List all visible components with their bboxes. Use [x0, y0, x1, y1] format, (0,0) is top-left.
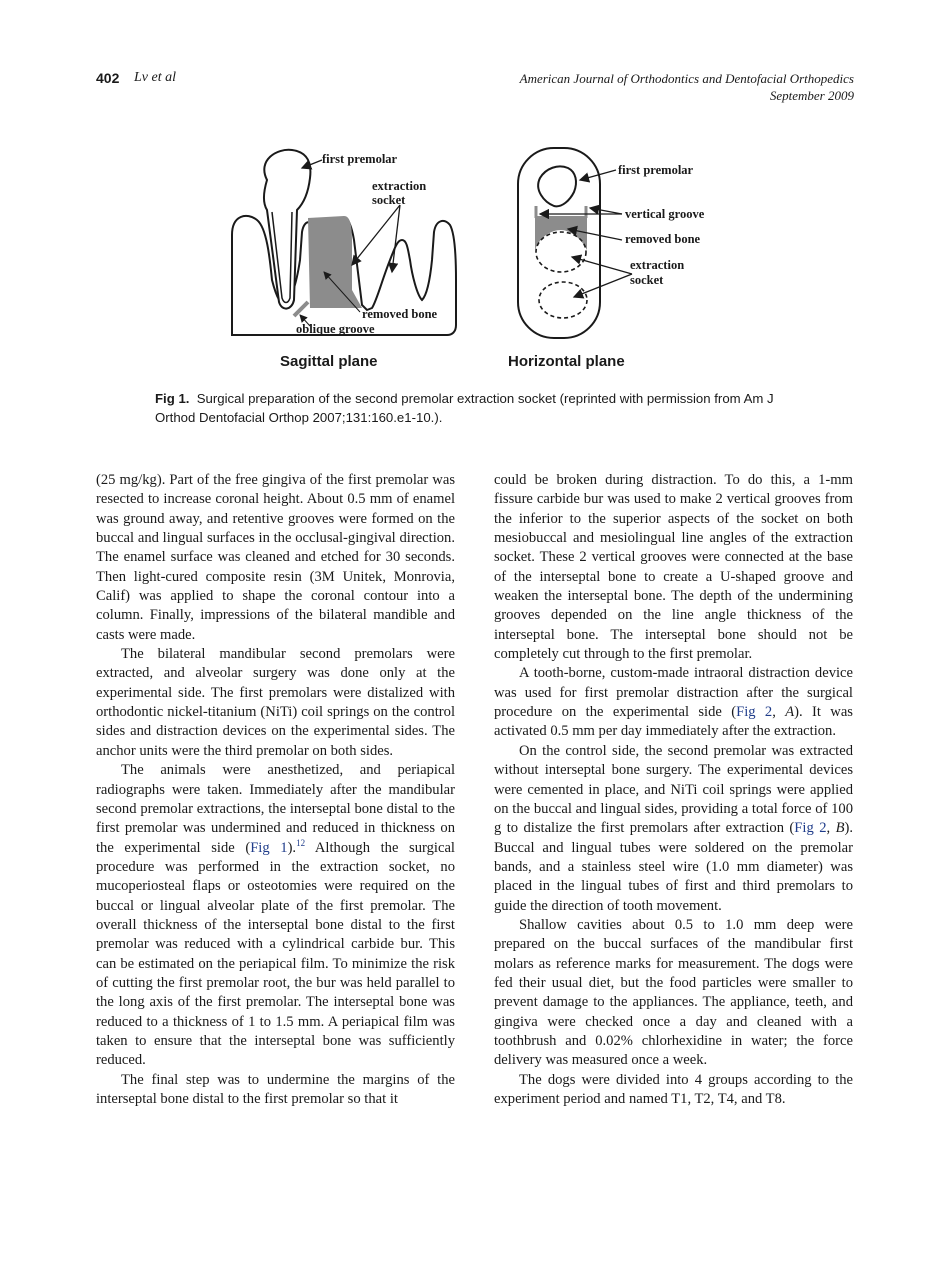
- label-vertical-groove: vertical groove: [625, 207, 705, 221]
- paragraph: The final step was to undermine the margins of the interseptal bone distal to the first premolar so that it: [96, 1071, 455, 1107]
- extraction-socket-lower: [539, 282, 587, 318]
- label-first-premolar-sagittal: first premolar: [322, 152, 398, 166]
- paragraph: Shallow cavities about 0.5 to 1.0 mm deep were prepared on the buccal surfaces of the mandibular first molars as reference marks for measurement. The dogs were fed their usual diet, but the food particles were smaller to prevent damage to the appliances. The appliance, teeth, and gingiva were checked once a day and cleaned with a toothbrush and 0.02% chlorhexidine in water; the force delivery was measured once a week.: [494, 916, 853, 1069]
- fig-2-link[interactable]: Fig 2: [794, 820, 827, 837]
- label-first-premolar-horizontal: first premolar: [618, 163, 694, 177]
- paragraph: The animals were anesthetized, and periapical radiographs were taken. Immediately after the mandibular second premolar extractions, the interseptal bone distal to the first premolar was undermined and reduced in thickness on the experimental side (Fig 1).$^{12}$ Although the surgical procedure was performed in the extraction socket, no mucoperiosteal flaps or osteotomies were required on the buccal or lingual alveolar plate of the first premolar. The overall thickness of the interseptal bone distal to the first premolar was reduced with a cylindrical carbide bur. This can be estimated on the periapical film. To minimize the risk of cutting the first premolar root, the bur was held parallel to the long axis of the first premolar. The interseptal bone was reduced to a thickness of 1 to 1.5 mm. A periapical film was taken to ensure that the interseptal bone was sufficiently reduced.: [96, 762, 455, 1069]
- label-extraction-horizontal: extraction: [630, 258, 685, 272]
- fig-2-link[interactable]: Fig 2: [736, 704, 773, 721]
- label-oblique-groove: oblique groove: [296, 322, 375, 336]
- horizontal-plane-label: Horizontal plane: [508, 353, 625, 370]
- issue-date: September 2009: [769, 88, 854, 103]
- first-premolar-horizontal: [538, 166, 576, 206]
- figure-caption: [155, 389, 815, 427]
- removed-bone-horizontal: [535, 216, 587, 250]
- label-removed-bone-sagittal: removed bone: [362, 307, 438, 321]
- paragraph: On the control side, the second premolar was extracted without interseptal bone surgery. The experimental devices were cemented in place, and NiTi coil springs were applied on the buccal and lingual sides, providing a total force of 100 g to distalize the first premolars after extraction (Fig 2, B). Buccal and lingual tubes were soldered on the premolar bands, and a stainless steel wire (1.0 mm diameter) was placed in the lingual tubes of first and third premolars to guide the direction of tooth movement.: [494, 742, 854, 914]
- fig-1-link[interactable]: Fig 1: [250, 839, 288, 856]
- figure-1: [222, 140, 742, 375]
- reference-12-link[interactable]: 12: [296, 837, 306, 848]
- panel-letter: B: [835, 820, 845, 837]
- caption-text: Surgical preparation of the second premolar extraction socket (reprinted with permission from Am J Orthod Dentofacial Orthop 2007;131:160.e1-10.).: [155, 391, 774, 425]
- journal-info: [520, 70, 854, 104]
- horizontal-diagram: [508, 148, 705, 370]
- oblique-groove: [294, 302, 308, 316]
- label-removed-bone-horizontal: removed bone: [625, 232, 701, 246]
- paragraph: A tooth-borne, custom-made intraoral distraction device was used for first premolar distraction after the surgical procedure on the experimental side (Fig 2, A). It was activated 0.5 mm per day immediately after the extraction.: [494, 665, 853, 740]
- right-column: [494, 471, 853, 1109]
- panel-letter: A: [785, 704, 795, 721]
- left-column: [96, 471, 455, 1109]
- running-header: [96, 70, 854, 110]
- label-extraction-sagittal: extraction: [372, 179, 427, 193]
- label-socket-sagittal: socket: [372, 193, 406, 207]
- journal-title: American Journal of Orthodontics and Dentofacial Orthopedics: [519, 71, 854, 86]
- paragraph: could be broken during distraction. To do this, a 1-mm fissure carbide bur was used to make 2 vertical grooves from the inferior to the superior aspects of the socket on both mesiobuccal and mesiolingual line angles of the extraction socket. These 2 vertical grooves were connected at the base of the interseptal bone to create a U-shaped groove and weaken the interseptal bone. The depth of the undermining grooves depended on the line angle thickness of the interseptal bone. The interseptal bone should not be completely cut through to the first premolar.: [494, 472, 853, 663]
- sagittal-diagram: [232, 150, 456, 370]
- paragraph: (25 mg/kg). Part of the free gingiva of the first premolar was resected to increase coronal height. About 0.5 mm of enamel was ground away, and retentive grooves were formed on the buccal and lingual surfaces in the occlusal-gingival direction. The enamel surface was cleaned and etched for 30 seconds. Then light-cured composite resin (3M Unitek, Monrovia, Calif) was applied to shape the coronal contour into a column. Finally, impressions of the bilateral mandible and casts were made.: [96, 472, 455, 643]
- paragraph: The bilateral mandibular second premolars were extracted, and alveolar surgery was done only at the experimental side. The first premolars were distalized with orthodontic nickel-titanium (NiTi) coil springs on the control sides and distraction devices on the experimental sides. The anchor units were the third premolar on both sides.: [96, 646, 455, 759]
- paragraph: The dogs were divided into 4 groups according to the experiment period and named T1, T2, T4, and T8.: [494, 1071, 853, 1107]
- figure-1-diagram: [222, 140, 742, 375]
- page-number: 402: [96, 70, 120, 86]
- label-socket-horizontal: socket: [630, 273, 664, 287]
- sagittal-plane-label: Sagittal plane: [280, 353, 378, 370]
- running-authors: Lv et al: [134, 70, 176, 85]
- caption-label: Fig 1.: [155, 391, 190, 406]
